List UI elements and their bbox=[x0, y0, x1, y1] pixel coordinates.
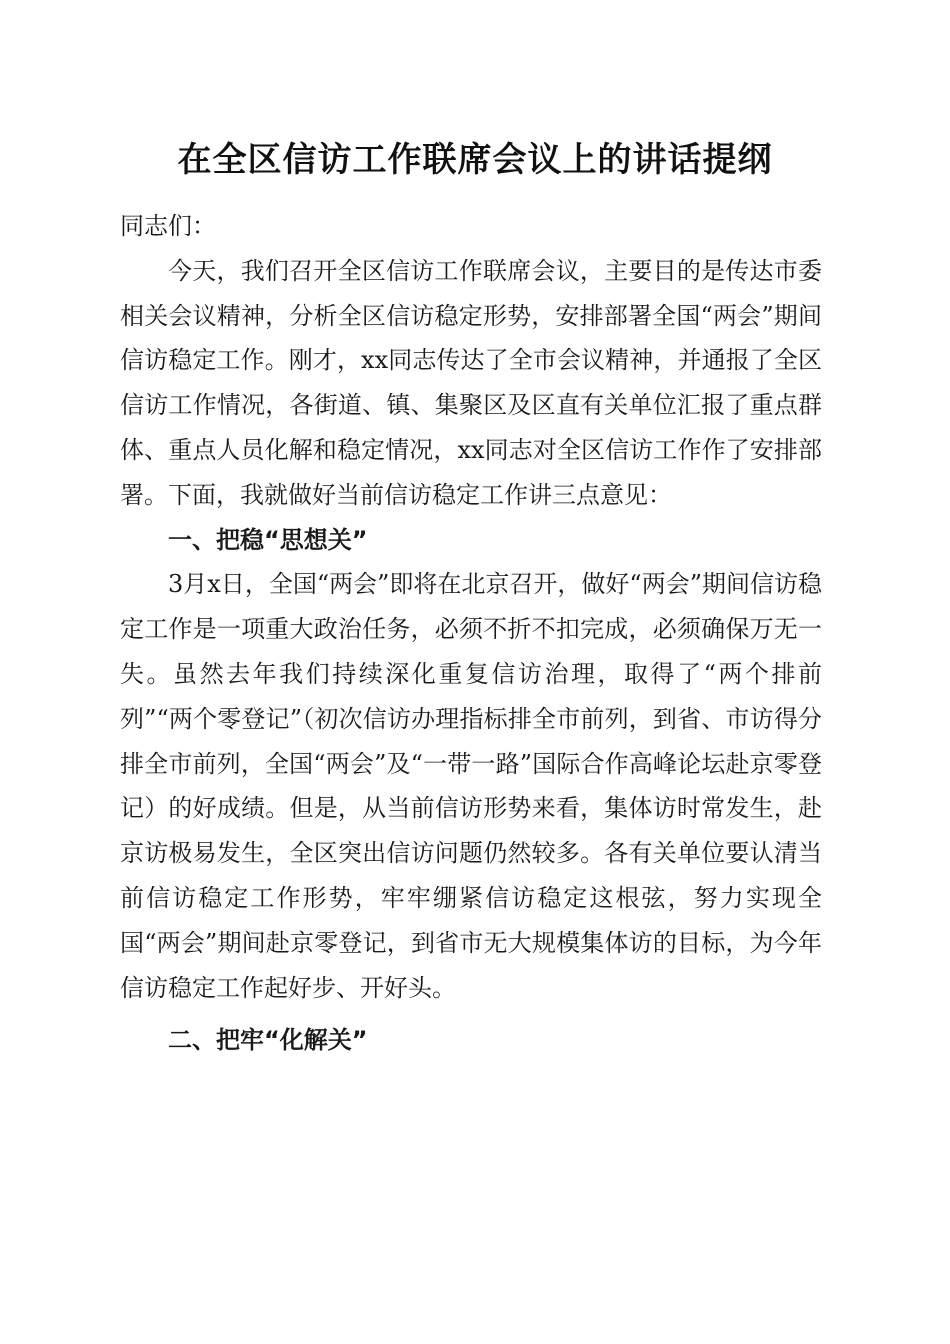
document-title: 在全区信访工作联席会议上的讲话提纲 bbox=[177, 140, 773, 180]
document-body bbox=[120, 204, 822, 1063]
paragraph-section-1: 3月x日，全国“两会”即将在北京召开，做好“两会”期间信访稳定工作是一项重大政治任务，必须不折不扣完成，必须确保万无一失。虽然去年我们持续深化重复信访治理，取得了“两个排前列”“两个零登记”（初次信访办理指标排全市前列，到省、市访得分排全市前列，全国“两会”及“一带一路”国际合作高峰论坛赴京零登记）的好成绩。但是，从当前信访形势来看，集体访时常发生，赴京访极易发生，全区突出信访问题仍然较多。各有关单位要认清当前信访稳定工作形势，牢牢绷紧信访稳定这根弦，努力实现全国“两会”期间赴京零登记，到省市无大规模集体访的目标，为今年信访稳定工作起好步、开好头。 bbox=[120, 570, 822, 1002]
salutation: 同志们： bbox=[120, 212, 216, 240]
section-heading-2: 二、把牢“化解关” bbox=[168, 1026, 368, 1055]
section-heading-1: 一、把稳“思想关” bbox=[168, 525, 368, 554]
paragraph-intro: 今天，我们召开全区信访工作联席会议，主要目的是传达市委相关会议精神，分析全区信访稳定形势，安排部署全国“两会”期间信访稳定工作。刚才，xx同志传达了全市会议精神，并通报了全区信访工作情况，各街道、镇、集聚区及区直有关单位汇报了重点群体、重点人员化解和稳定情况，xx同志对全区信访工作作了安排部署。下面，我就做好当前信访稳定工作讲三点意见： bbox=[120, 256, 822, 509]
